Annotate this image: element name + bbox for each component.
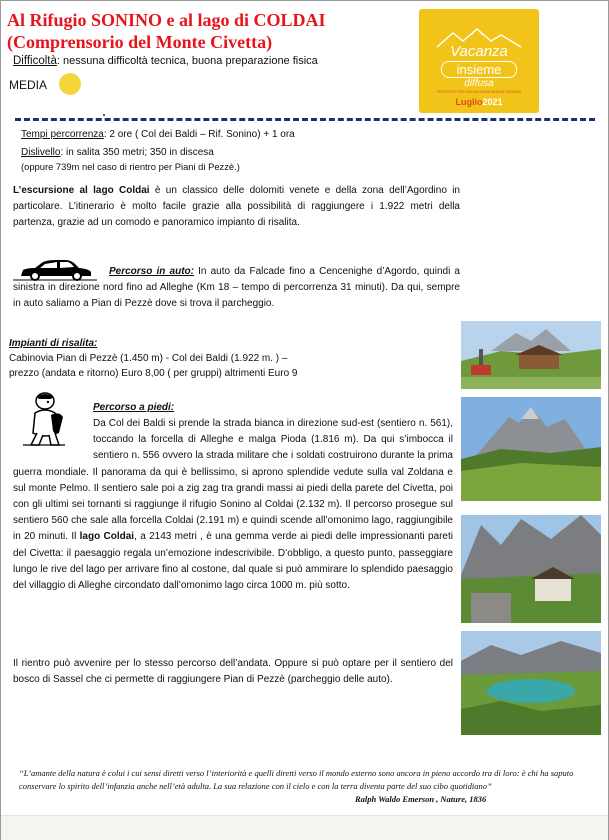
walk-text-2: , a 2143 metri , è una gemma verde ai piedi delle impressionanti pareti del Civetta: il paesaggio regala un’emozione indescrivibile. D’obbligo, a questo punto, passeggiare lungo le rive del lago per arrivare fino al costone, dal quale si può ammirare lo splendido paesaggio del villaggio di Alleghe circondato dall’omonimo lago circa 1000 m. più sotto. [13,531,453,592]
difficulty-label: Difficoltà [13,55,57,67]
difficulty-level: MEDIA [9,78,48,92]
lift-section [9,336,459,381]
quote-text: “L’amante della natura è colui i cui sensi diretti verso l’interiorità e quelli diretti verso il mondo esterno sono ancora in pieno accordo tra di loro: è chi ha saputo conservare lo spirito dell’infanzia anche nell’età adulta. La sua relazione con il cielo e con la terra diventa parte del suo cibo quotidiano” [19,768,574,791]
lift-heading: Impianti di risalita: [9,338,98,349]
photo-civetta-meadow [461,397,601,501]
logo-month: Luglio [455,97,483,107]
logo-date [419,97,539,107]
car-paragraph [13,264,460,313]
elevation-note: (oppure 739m nel caso di rientro per Piani di Pezzè.) [21,161,240,172]
walk-paragraph [13,416,453,594]
car-heading: Percorso in auto: [109,266,194,277]
walk-indent-spacer [13,416,93,463]
elevation-row [21,147,214,159]
car-text: In auto da Falcade fino a Cencenighe d’Agordo, quindi a sinistra in direzione nord fino ad Alleghe (Km 18 – tempo di percorrenza 31 minuti). Da qui, sempre in auto saliamo a Pian di Pezzè dove si trova il parcheggio. [13,266,460,310]
logo-line-3: diffusa [464,78,494,89]
lift-line-1: Cabinovia Pian di Pezzè (1.450 m) - Col dei Baldi (1.922 m. ) – [9,353,288,364]
quote-author: Ralph Waldo Emerson , Nature, 1836 [355,794,487,804]
title-line-2: (Comprensorio del Monte Civetta) [7,32,273,52]
logo-tagline: PROPOSTE PER UNA VACANZA INSIEME DIFFUSA [436,90,522,94]
elevation-value: : in salita 350 metri; 350 in discesa [60,147,214,158]
logo-line-2: insieme [441,61,517,78]
dashed-divider [15,118,595,121]
elevation-label: Dislivello [21,147,61,158]
intro-lead: L’escursione al lago Coldai [13,185,150,196]
footer-band [1,815,608,840]
title-line-1: Al Rifugio SONINO e al lago di COLDAI [7,10,326,30]
page-title [7,9,407,53]
intro-paragraph [13,183,460,232]
logo-year: 2021 [482,97,503,107]
return-paragraph: Il rientro può avvenire per lo stesso percorso dell’andata. Oppure si può optare per il sentiero del bosco di Sassel che ci permette di raggiungere Pian di Pezzè (parcheggio delle auto). [13,658,453,686]
walk-lake: lago Coldai [79,531,135,543]
intro-text: è un classico delle dolomiti venete e della zona dell’Agordino in particolare. L’itinerario è molto facile grazie alla possibilità di raggiungere i 1.922 metri della partenza, grazie ad un comodo e panoramico impianto di risalita. [13,185,460,229]
difficulty-text: : nessuna difficoltà tecnica, buona preparazione fisica [56,55,318,67]
time-label: Tempi percorrenza [21,129,104,140]
difficulty-row [13,55,318,67]
level-dot-icon [59,73,81,95]
time-value: : 2 ore ( Col dei Baldi – Rif. Sonino) + 1 ora [103,129,295,140]
quote-block [19,767,602,804]
lift-line-2: prezzo (andata e ritorno) Euro 8,00 ( per gruppi) altrimenti Euro 9 [9,368,298,379]
photo-rifugio-sonino [461,515,601,623]
time-row [21,129,295,141]
walk-heading: Percorso a piedi: [93,402,175,413]
photo-lift-station [461,321,601,389]
vacanza-insieme-logo [419,9,539,113]
logo-line-1: Vacanza [450,43,508,60]
walk-text-1: Da Col dei Baldi si prende la strada bianca in direzione sud-est (sentiero n. 561), toccando la forcella di Alleghe e malga Pioda (1.816 m). Da qui s’imbocca il sentiero n. 556 ovvero la strada militare che i soldati costruirono durante la prima guerra mondiale. Il panorama da qui è bellissimo, si aprono splendide vedute sulla val Zoldana e sul monte Pelmo. Il sentiero sale poi a zig zag tra grandi massi ai piedi della parete del Civetta, poi con gli ultimi sei tornanti si raggiunge il rifugio Sonino al Coldai (2.132 m). Il percorso prosegue sul sentiero 560 che sale alla forcella Coldai (2.191 m) e quindi scende all’omonimo lago, raggiungibile in 20 minuti. Il [13,418,453,543]
photo-lago-coldai [461,631,601,735]
dot-mark [103,114,105,116]
